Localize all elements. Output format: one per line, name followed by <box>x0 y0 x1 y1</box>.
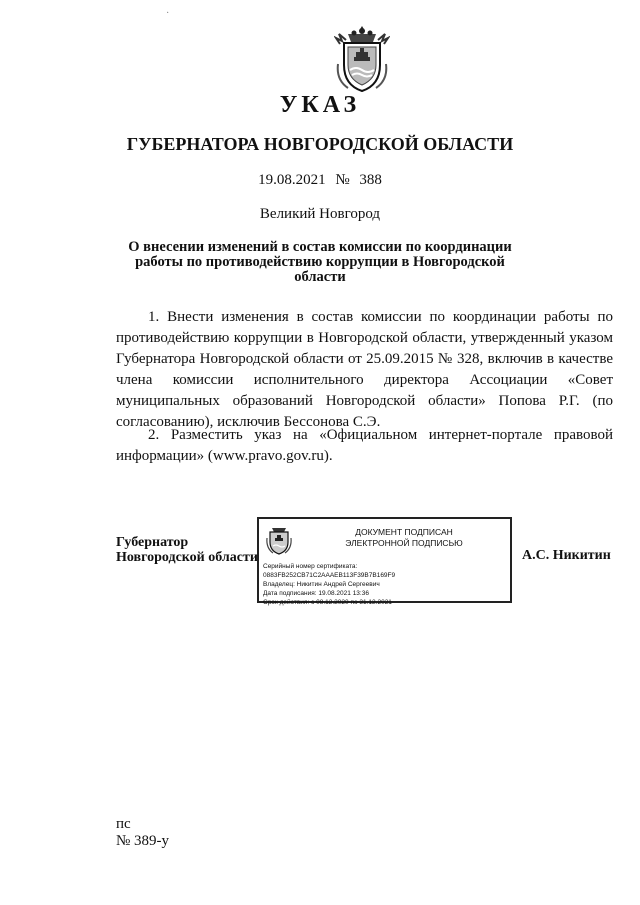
stamp-coat-of-arms-icon <box>264 524 294 556</box>
stamp-title-line1: ДОКУМЕНТ ПОДПИСАН <box>355 527 453 537</box>
number-sign: № <box>335 172 350 188</box>
stamp-title <box>299 527 509 549</box>
signer-position <box>116 535 258 565</box>
footer-line1: пс <box>116 816 131 832</box>
coat-of-arms-icon <box>334 24 390 94</box>
stamp-signed-date: Дата подписания: 19.08.2021 13:36 <box>263 590 369 597</box>
footer-line2: № 389-у <box>116 833 170 849</box>
paragraph-2-text: 2. Разместить указ на «Официальном интернет-портале правовой информации» (www.pravo.gov.ru). <box>116 427 613 464</box>
stamp-serial-label: Серийный номер сертификата: <box>263 563 358 570</box>
document-title: УКАЗ <box>279 92 361 118</box>
document-number: 388 <box>359 172 382 188</box>
stamp-serial: 0883FB252CB71C2AAAEB113F39B7B169F9 <box>263 572 396 579</box>
footer-reference <box>116 816 169 850</box>
body-paragraph-2 <box>116 425 613 467</box>
signer-position-line1: Губернатор <box>116 535 189 550</box>
signer-name: А.С. Никитин <box>522 548 611 563</box>
document-issuer: ГУБЕРНАТОРА НОВГОРОДСКОЙ ОБЛАСТИ <box>126 134 514 154</box>
date-number-line <box>0 172 640 189</box>
electronic-signature-stamp <box>257 517 512 606</box>
document-city: Великий Новгород <box>259 206 381 222</box>
document-date: 19.08.2021 <box>258 172 326 188</box>
document-subject: О внесении изменений в состав комиссии по координации работы по противодействию коррупции в Новгородской области <box>128 239 512 285</box>
stamp-details <box>263 562 395 607</box>
stamp-title-line2: ЭЛЕКТРОННОЙ ПОДПИСЬЮ <box>345 538 463 548</box>
signer-position-line2: Новгородской области <box>116 550 258 565</box>
body-paragraph-1 <box>116 307 613 433</box>
stamp-validity: Срок действия: с 08.12.2020 по 31.12.2021 <box>263 599 392 606</box>
page-mark: · <box>166 8 170 19</box>
paragraph-1-text: 1. Внести изменения в состав комиссии по координации работы по противодействию коррупции в Новгородской области, утвержденный указом Губернатора Новгородской области от 25.09.2015 № 328, включив в качестве члена комиссии исполнительного директора Ассоциации «Совет муниципальных образований Новгородской области» Попова Р.Г. (по согласованию), исключив Бессонова С.Э. <box>116 309 613 430</box>
stamp-owner: Владелец: Никитин Андрей Сергеевич <box>263 581 380 588</box>
